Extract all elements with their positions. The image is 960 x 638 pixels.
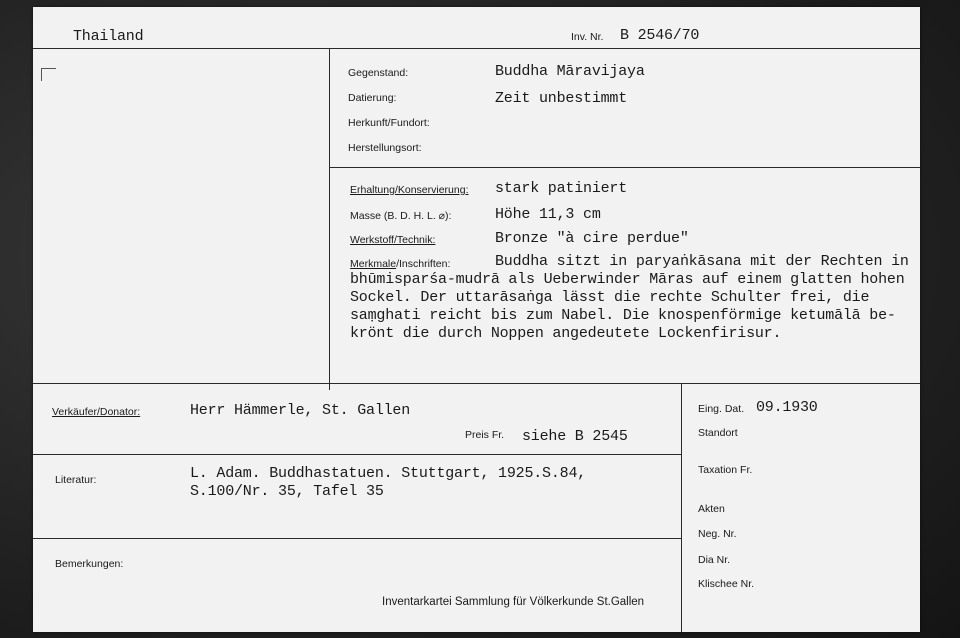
datierung-label: Datierung: bbox=[348, 92, 397, 104]
neg-nr-label: Neg. Nr. bbox=[698, 528, 737, 540]
merkmale-label-underlined: Merkmale bbox=[350, 258, 397, 270]
rule-middle-section bbox=[33, 383, 920, 384]
literatur-line-2: S.100/Nr. 35, Tafel 35 bbox=[190, 483, 384, 500]
literatur-line-1: L. Adam. Buddhastatuen. Stuttgart, 1925.S.84, bbox=[190, 465, 587, 482]
erhaltung-label: Erhaltung/Konservierung: bbox=[350, 184, 469, 196]
merkmale-line-2: bhūmisparśa-mudrā als Ueberwinder Māras auf einem glatten hohen bbox=[350, 271, 905, 288]
akten-label: Akten bbox=[698, 503, 725, 515]
country: Thailand bbox=[73, 28, 144, 45]
masse-value: Höhe 11,3 cm bbox=[495, 206, 601, 223]
rule-left-column bbox=[329, 48, 330, 390]
footer-institution: Inventarkartei Sammlung für Völkerkunde St.Gallen bbox=[382, 596, 645, 608]
standort-label: Standort bbox=[698, 427, 738, 439]
verkaeufer-label: Verkäufer/Donator: bbox=[52, 406, 141, 418]
masse-label: Masse (B. D. H. L. ⌀): bbox=[350, 210, 452, 222]
preis-value: siehe B 2545 bbox=[522, 428, 628, 445]
merkmale-line-4: saṃghati reicht bis zum Nabel. Die knospenförmige ketumālā be- bbox=[350, 307, 896, 324]
gegenstand-label: Gegenstand: bbox=[348, 67, 409, 79]
merkmale-label: Merkmale/Inschriften: bbox=[350, 258, 451, 270]
rule-verkaeufer bbox=[33, 454, 681, 455]
bemerkungen-label: Bemerkungen: bbox=[55, 558, 124, 570]
merkmale-line-1: Buddha sitzt in paryaṅkāsana mit der Rechten in bbox=[495, 253, 909, 270]
merkmale-line-3: Sockel. Der uttarāsaṅga lässt die rechte Schulter frei, die bbox=[350, 289, 870, 306]
rule-literatur bbox=[33, 538, 681, 539]
eing-dat-label: Eing. Dat. bbox=[698, 403, 745, 415]
klischee-nr-label: Klischee Nr. bbox=[698, 578, 755, 590]
corner-mark bbox=[41, 68, 56, 81]
verkaeufer-value: Herr Hämmerle, St. Gallen bbox=[190, 402, 411, 419]
erhaltung-value: stark patiniert bbox=[495, 180, 628, 197]
rule-header bbox=[33, 48, 920, 49]
gegenstand-value: Buddha Māravijaya bbox=[495, 63, 645, 80]
eing-dat-value: 09.1930 bbox=[756, 399, 818, 416]
rule-right-column bbox=[681, 383, 682, 632]
dia-nr-label: Dia Nr. bbox=[698, 554, 731, 566]
werkstoff-value: Bronze "à cire perdue" bbox=[495, 230, 689, 247]
herkunft-label: Herkunft/Fundort: bbox=[348, 117, 430, 129]
literatur-label: Literatur: bbox=[55, 474, 97, 486]
herstellungsort-label: Herstellungsort: bbox=[348, 142, 422, 154]
inv-label: Inv. Nr. bbox=[571, 31, 604, 43]
rule-top-section bbox=[329, 167, 920, 168]
merkmale-line-5: krönt die durch Noppen angedeutete Lockenfirisur. bbox=[350, 325, 782, 342]
werkstoff-label: Werkstoff/Technik: bbox=[350, 234, 436, 246]
taxation-label: Taxation Fr. bbox=[698, 464, 753, 476]
preis-label: Preis Fr. bbox=[465, 429, 505, 441]
inv-value: B 2546/70 bbox=[620, 27, 700, 44]
datierung-value: Zeit unbestimmt bbox=[495, 90, 628, 107]
